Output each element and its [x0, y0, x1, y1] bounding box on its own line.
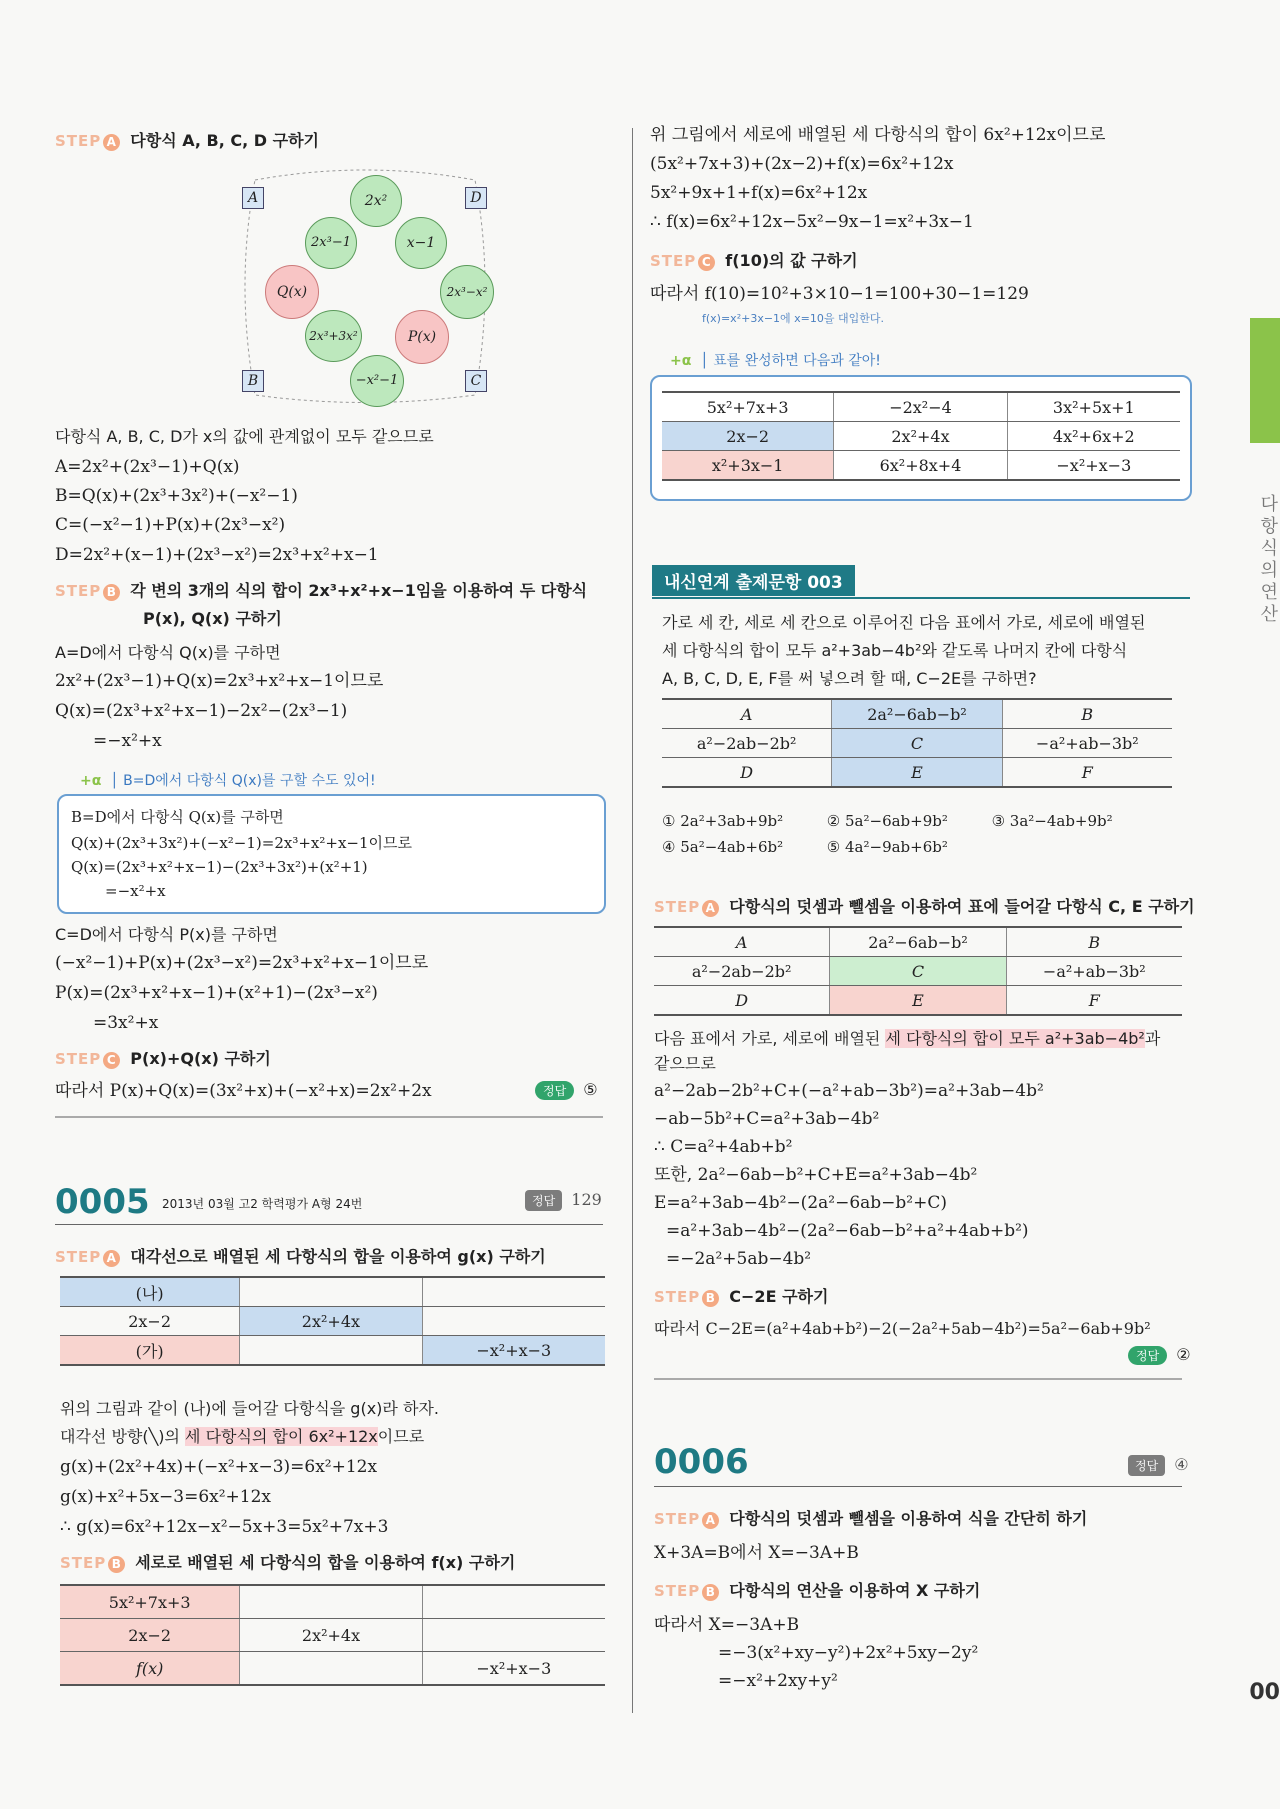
problem-number-0006: 0006 [654, 1442, 749, 1482]
cell [240, 1585, 422, 1619]
s-line-1: 다음 표에서 가로, 세로에 배열된 세 다항식의 합이 모두 a²+3ab−4b²과 [654, 1029, 1161, 1048]
cell: −a²+ab−3b² [1002, 729, 1172, 758]
s-line-9: =−2a²+5ab−4b² [666, 1249, 812, 1269]
cell [240, 1277, 422, 1307]
table-row [662, 422, 1180, 451]
cell: A [654, 927, 830, 957]
corner-a: A [242, 187, 264, 209]
g-intro-2: 대각선 방향(╲)의 세 다항식의 합이 6x²+12x이므로 [60, 1427, 425, 1446]
r-line-1: 위 그림에서 세로에 배열된 세 다항식의 합이 6x²+12x이므로 [650, 125, 1106, 145]
cell: −a²+ab−3b² [1006, 957, 1182, 986]
p5-step-b-heading: STEP B 세로로 배열된 세 다항식의 합을 이용하여 f(x) 구하기 [60, 1553, 516, 1572]
s-line-2: 같으므로 [654, 1054, 716, 1073]
side-char: 의 [1260, 560, 1278, 581]
cell: 2x²+4x [834, 422, 1007, 451]
cell: C [830, 957, 1006, 986]
g-line-1: g(x)+(2x²+4x)+(−x²+x−3)=6x²+12x [60, 1457, 378, 1477]
cell: 4x²+6x+2 [1007, 422, 1180, 451]
alpha-line-3: Q(x)=(2x³+x²+x−1)−(2x³+3x²)+(x²+1) [71, 858, 368, 876]
r-step-b-heading: STEP B C−2E 구하기 [654, 1287, 829, 1306]
table-row [654, 986, 1182, 1016]
eq-d: D=2x²+(x−1)+(2x³−x²)=2x³+x²+x−1 [55, 545, 379, 565]
table-row [662, 699, 1172, 729]
cell: B [1002, 699, 1172, 729]
step-b-heading-line2: P(x), Q(x) 구하기 [143, 609, 282, 628]
cell: (나) [60, 1277, 240, 1307]
cell: D [654, 986, 830, 1016]
cell: 6x²+8x+4 [834, 451, 1007, 481]
cell: −x²+x−3 [1007, 451, 1180, 481]
cell: f(x) [60, 1652, 240, 1686]
table-row [662, 392, 1180, 422]
question-table [662, 698, 1172, 788]
eq-b: B=Q(x)+(2x³+3x²)+(−x²−1) [55, 486, 298, 506]
cell: −x²+x−3 [422, 1336, 605, 1366]
g-line-2: g(x)+x²+5x−3=6x²+12x [60, 1487, 272, 1507]
side-char: 연 [1260, 582, 1278, 603]
final-line: 따라서 P(x)+Q(x)=(3x²+x)+(−x²+x)=2x²+2x [55, 1081, 432, 1101]
node-p: P(x) [395, 310, 449, 364]
problem-answer-0006: 정답 ④ [1128, 1455, 1189, 1476]
choice-5[interactable]: ⑤ 4a²−9ab+6b² [826, 838, 948, 856]
question-line-3: A, B, C, D, E, F를 써 넣으려 할 때, C−2E를 구하면? [662, 669, 1037, 688]
r-step-a-heading: STEP A 다항식의 덧셈과 뺄셈을 이용하여 표에 들어갈 다항식 C, E 구하기 [654, 897, 1195, 916]
cell: 2a²−6ab−b² [830, 927, 1006, 957]
corner-d: D [465, 187, 487, 209]
r-line-3: 5x²+9x+1+f(x)=6x²+12x [650, 183, 868, 203]
eq-a: A=2x²+(2x³−1)+Q(x) [55, 457, 240, 477]
question-line-2: 세 다항식의 합이 모두 a²+3ab−4b²와 같도록 나머지 칸에 다항식 [662, 641, 1128, 660]
cd-line-2: P(x)=(2x³+x²+x−1)+(x²+1)−(2x³−x²) [55, 983, 378, 1003]
node-q: Q(x) [265, 265, 319, 319]
cell [240, 1652, 422, 1686]
p6-step-b-heading: STEP B 다항식의 연산을 이용하여 X 구하기 [654, 1581, 981, 1600]
table-f [60, 1584, 605, 1686]
eq-c: C=(−x²−1)+P(x)+(2x³−x²) [55, 515, 286, 535]
p6-line-4: =−x²+2xy+y² [718, 1671, 838, 1691]
problem-rule-0006 [654, 1486, 1182, 1487]
problem-answer: 정답 129 [525, 1190, 602, 1211]
alpha-box [57, 794, 606, 914]
r-alpha-box [650, 375, 1192, 501]
node-lower-left: 2x³+3x² [305, 310, 362, 362]
r-alpha-heading: +α │ 표를 완성하면 다음과 같아! [670, 353, 881, 369]
table-g [60, 1276, 605, 1366]
p6-line-1: X+3A=B에서 X=−3A+B [654, 1543, 859, 1563]
cell: −2x²−4 [834, 392, 1007, 422]
cell: F [1002, 758, 1172, 788]
alpha-line-4: =−x²+x [105, 882, 166, 900]
cell [240, 1336, 422, 1366]
polynomial-ring-diagram [220, 165, 510, 410]
ad-line-1: 2x²+(2x³−1)+Q(x)=2x³+x²+x−1이므로 [55, 671, 384, 691]
cell: (가) [60, 1336, 240, 1366]
column-divider [632, 128, 633, 1713]
s-line-6: 또한, 2a²−6ab−b²+C+E=a²+3ab−4b² [654, 1165, 978, 1185]
step-tag: STEP A [55, 132, 120, 150]
node-upper-right: x−1 [395, 217, 447, 269]
alpha-heading: +α │ B=D에서 다항식 Q(x)를 구할 수도 있어! [80, 773, 376, 789]
table-row [662, 729, 1172, 758]
cell [422, 1585, 605, 1619]
s-line-8: =a²+3ab−4b²−(2a²−6ab−b²+a²+4ab+b²) [666, 1221, 1029, 1241]
answer: 정답 ⑤ [535, 1080, 598, 1100]
cell: F [1006, 986, 1182, 1016]
g-line-3: ∴ g(x)=6x²+12x−x²−5x+3=5x²+7x+3 [60, 1517, 389, 1537]
cell: A [662, 699, 832, 729]
r-section-rule [654, 1378, 1182, 1380]
linked-rule [652, 597, 1190, 599]
problem-rule [55, 1224, 603, 1225]
g-intro: 위의 그림과 같이 (나)에 들어갈 다항식을 g(x)라 하자. [60, 1399, 439, 1418]
corner-b: B [242, 370, 264, 392]
side-char: 산 [1260, 604, 1278, 625]
table-row [60, 1652, 605, 1686]
cell: 2a²−6ab−b² [832, 699, 1002, 729]
table-row [60, 1585, 605, 1619]
cell: 5x²+7x+3 [60, 1585, 240, 1619]
cell: a²−2ab−2b² [662, 729, 832, 758]
table-row [60, 1336, 605, 1366]
chapter-tab [1250, 318, 1280, 443]
cell: x²+3x−1 [662, 451, 834, 481]
choice-1[interactable]: ① 2a²+3ab+9b² [662, 812, 784, 830]
page-number: 00 [1249, 1680, 1280, 1705]
p5-step-a-heading: STEP A 대각선으로 배열된 세 다항식의 합을 이용하여 g(x) 구하기 [55, 1247, 546, 1266]
choices-row-1 [662, 812, 1182, 830]
choices-row-2 [662, 838, 1182, 856]
table-row [662, 758, 1172, 788]
choice-3[interactable]: ③ 3a²−4ab+9b² [991, 812, 1113, 830]
cell: B [1006, 927, 1182, 957]
s-line-7: E=a²+3ab−4b²−(2a²−6ab−b²+C) [654, 1193, 947, 1213]
section-rule [55, 1116, 603, 1118]
ad-line-3: =−x²+x [93, 731, 162, 751]
r-line-4: ∴ f(x)=6x²+12x−5x²−9x−1=x²+3x−1 [650, 212, 974, 232]
node-top: 2x² [350, 175, 402, 227]
solution-table [654, 926, 1182, 1016]
cell: C [832, 729, 1002, 758]
p6-step-a-heading: STEP A 다항식의 덧셈과 뺄셈을 이용하여 식을 간단히 하기 [654, 1509, 1088, 1528]
completed-table [662, 391, 1180, 481]
alpha-line-2: Q(x)+(2x³+3x²)+(−x²−1)=2x³+x²+x−1이므로 [71, 834, 412, 852]
side-char: 식 [1260, 538, 1278, 559]
problem-number: 0005 [55, 1182, 150, 1222]
choice-2[interactable]: ② 5a²−6ab+9b² [826, 812, 948, 830]
r-line-5: 따라서 f(10)=10²+3×10−1=100+30−1=129 [650, 284, 1029, 304]
cell [422, 1619, 605, 1652]
step-b-heading: STEP B 각 변의 3개의 식의 합이 2x³+x²+x−1임을 이용하여 두 다항식 [55, 581, 588, 600]
r-note: f(x)=x²+3x−1에 x=10을 대입한다. [702, 312, 885, 325]
table-row [654, 927, 1182, 957]
r-line-2: (5x²+7x+3)+(2x−2)+f(x)=6x²+12x [650, 154, 954, 174]
side-char: 항 [1260, 516, 1278, 537]
alpha-line-1: B=D에서 다항식 Q(x)를 구하면 [71, 808, 284, 826]
cd-intro: C=D에서 다항식 P(x)를 구하면 [55, 925, 278, 944]
cell: −x²+x−3 [422, 1652, 605, 1686]
cell: 2x²+4x [240, 1307, 422, 1336]
p6-line-2: 따라서 X=−3A+B [654, 1615, 800, 1635]
cell [422, 1307, 605, 1336]
r-step-c-heading: STEP C f(10)의 값 구하기 [650, 251, 858, 270]
ad-intro: A=D에서 다항식 Q(x)를 구하면 [55, 643, 281, 662]
cell: E [832, 758, 1002, 788]
step-c-heading: STEP C P(x)+Q(x) 구하기 [55, 1049, 271, 1068]
cell: 2x−2 [662, 422, 834, 451]
cell: D [662, 758, 832, 788]
cell: a²−2ab−2b² [654, 957, 830, 986]
cell: 2x−2 [60, 1307, 240, 1336]
s-line-4: −ab−5b²+C=a²+3ab−4b² [654, 1109, 880, 1129]
cell: 2x²+4x [240, 1619, 422, 1652]
cell: E [830, 986, 1006, 1016]
choice-4[interactable]: ④ 5a²−4ab+6b² [662, 838, 784, 856]
table-row [60, 1619, 605, 1652]
s-line-3: a²−2ab−2b²+C+(−a²+ab−3b²)=a²+3ab−4b² [654, 1081, 1044, 1101]
problem-source: 2013년 03월 고2 학력평가 A형 24번 [162, 1197, 363, 1211]
cell: 5x²+7x+3 [662, 392, 834, 422]
side-char: 다 [1260, 494, 1278, 515]
ad-line-2: Q(x)=(2x³+x²+x−1)−2x²−(2x³−1) [55, 701, 348, 721]
cell [422, 1277, 605, 1307]
linked-problem-title: 내신연계 출제문항 003 [652, 565, 855, 596]
table-row [60, 1307, 605, 1336]
cd-line-1: (−x²−1)+P(x)+(2x³−x²)=2x³+x²+x−1이므로 [55, 953, 429, 973]
corner-c: C [465, 370, 487, 392]
node-upper-left: 2x³−1 [305, 217, 357, 269]
r-answer: 정답 ② [1128, 1345, 1191, 1365]
table-row [654, 957, 1182, 986]
node-right: 2x³−x² [440, 265, 494, 319]
table-row [60, 1277, 605, 1307]
p6-line-3: =−3(x²+xy−y²)+2x²+5xy−2y² [718, 1643, 979, 1663]
cell: 3x²+5x+1 [1007, 392, 1180, 422]
cell: 2x−2 [60, 1619, 240, 1652]
table-row [662, 451, 1180, 481]
question-line-1: 가로 세 칸, 세로 세 칸으로 이루어진 다음 표에서 가로, 세로에 배열된 [662, 613, 1146, 632]
cd-line-3: =3x²+x [93, 1013, 159, 1033]
node-bottom: −x²−1 [350, 355, 404, 407]
intro-text: 다항식 A, B, C, D가 x의 값에 관계없이 모두 같으므로 [55, 427, 434, 446]
s-line-5: ∴ C=a²+4ab+b² [654, 1137, 793, 1157]
s-line-10: 따라서 C−2E=(a²+4ab+b²)−2(−2a²+5ab−4b²)=5a²−6ab+9b² [654, 1319, 1151, 1338]
step-a-heading: STEP A 다항식 A, B, C, D 구하기 [55, 131, 320, 150]
